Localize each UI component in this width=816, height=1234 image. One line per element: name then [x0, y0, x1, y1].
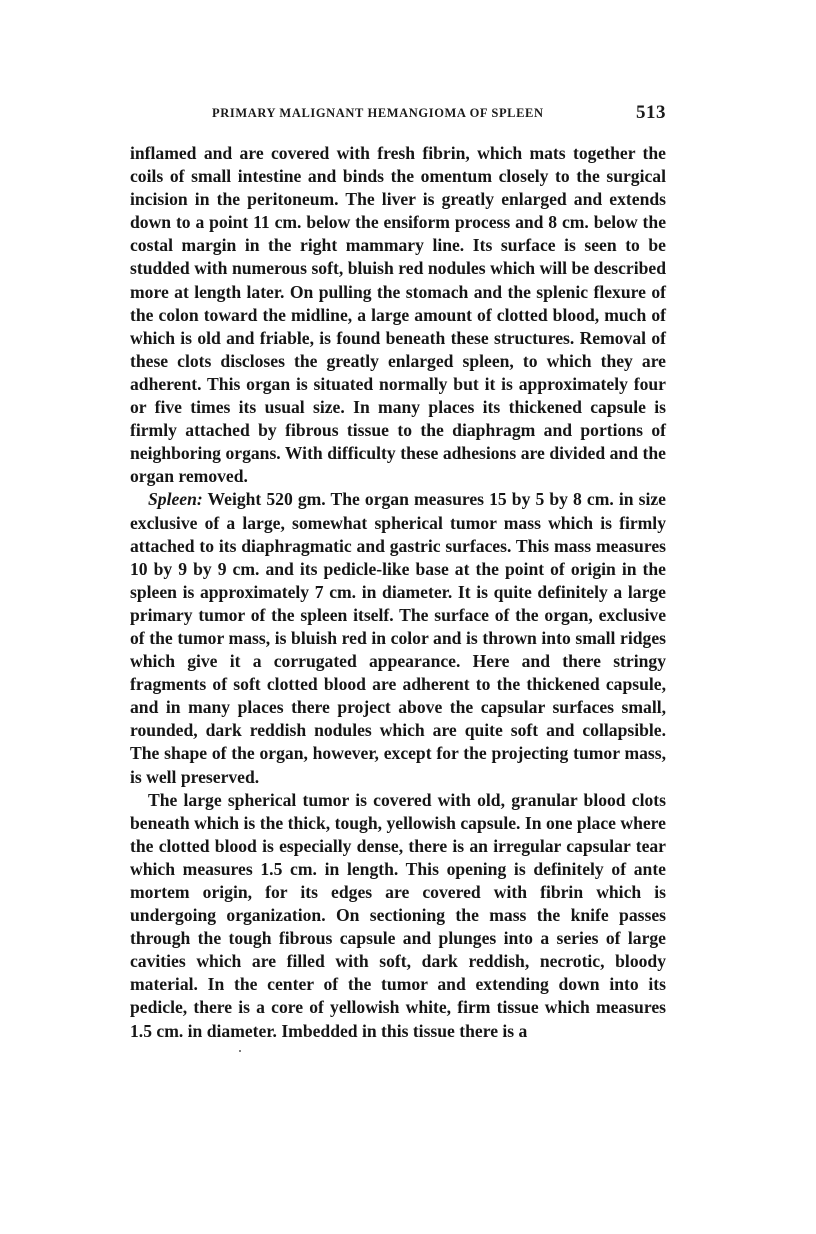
paragraph-continuation — [130, 142, 666, 488]
page-number: 513 — [636, 102, 666, 123]
stray-ink-mark — [239, 1050, 241, 1052]
body-text — [130, 142, 666, 1043]
paragraph-text: The large spherical tumor is covered with old, granular blood clots beneath which is the thick, tough, yellowish capsule. In one place where the clotted blood is especially dense, there is an irregular capsular tear which measures 1.5 cm. in length. This opening is definitely of ante mortem origin, for its edges are covered with fibrin which is undergoing organization. On sectioning the mass the knife passes through the tough fibrous capsule and plunges into a series of large cavities which are filled with soft, dark reddish, necrotic, bloody material. In the center of the tumor and extending down into its pedicle, there is a core of yellowish white, firm tissue which measures 1.5 cm. in diameter. Imbedded in this tissue there is a — [130, 789, 666, 1041]
running-title: PRIMARY MALIGNANT HEMANGIOMA OF SPLEEN — [212, 106, 544, 120]
paragraph-tumor — [130, 789, 666, 1043]
paragraph-spleen — [130, 488, 666, 788]
paragraph-lead-in: Spleen: — [148, 489, 203, 510]
paragraph-text: Weight 520 gm. The organ measures 15 by 5 by 8 cm. in size exclusive of a large, somewhat spherical tumor mass which is firmly attached to its diaphragmatic and gastric surfaces. This mass measures 10 by 9 by 9 cm. and its pedicle-like base at the point of origin in the spleen is approximately 7 cm. in diameter. It is quite definitely a large primary tumor of the spleen itself. The surface of the organ, exclusive of the tumor mass, is bluish red in color and is thrown into small ridges which give it a corrugated appearance. Here and there stringy fragments of soft clotted blood are adherent to the thickened capsule, and in many places there project above the capsular surfaces small, rounded, dark reddish nodules which are quite soft and collapsible. The shape of the organ, however, except for the projecting tumor mass, is well preserved. — [130, 489, 666, 787]
paragraph-text: inflamed and are covered with fresh fibrin, which mats together the coils of small intestine and binds the omentum closely to the surgical incision in the peritoneum. The liver is greatly enlarged and extends down to a point 11 cm. below the ensiform process and 8 cm. below the costal margin in the right mammary line. Its surface is seen to be studded with numerous soft, bluish red nodules which will be described more at length later. On pulling the stomach and the splenic flexure of the colon toward the midline, a large amount of clotted blood, much of which is old and friable, is found beneath these structures. Removal of these clots discloses the greatly enlarged spleen, to which they are adherent. This organ is situated normally but it is approximately four or five times its usual size. In many places its thickened capsule is firmly attached by fibrous tissue to the diaphragm and portions of neighboring organs. With difficulty these adhesions are divided and the organ removed. — [130, 143, 666, 487]
running-head — [130, 102, 666, 126]
